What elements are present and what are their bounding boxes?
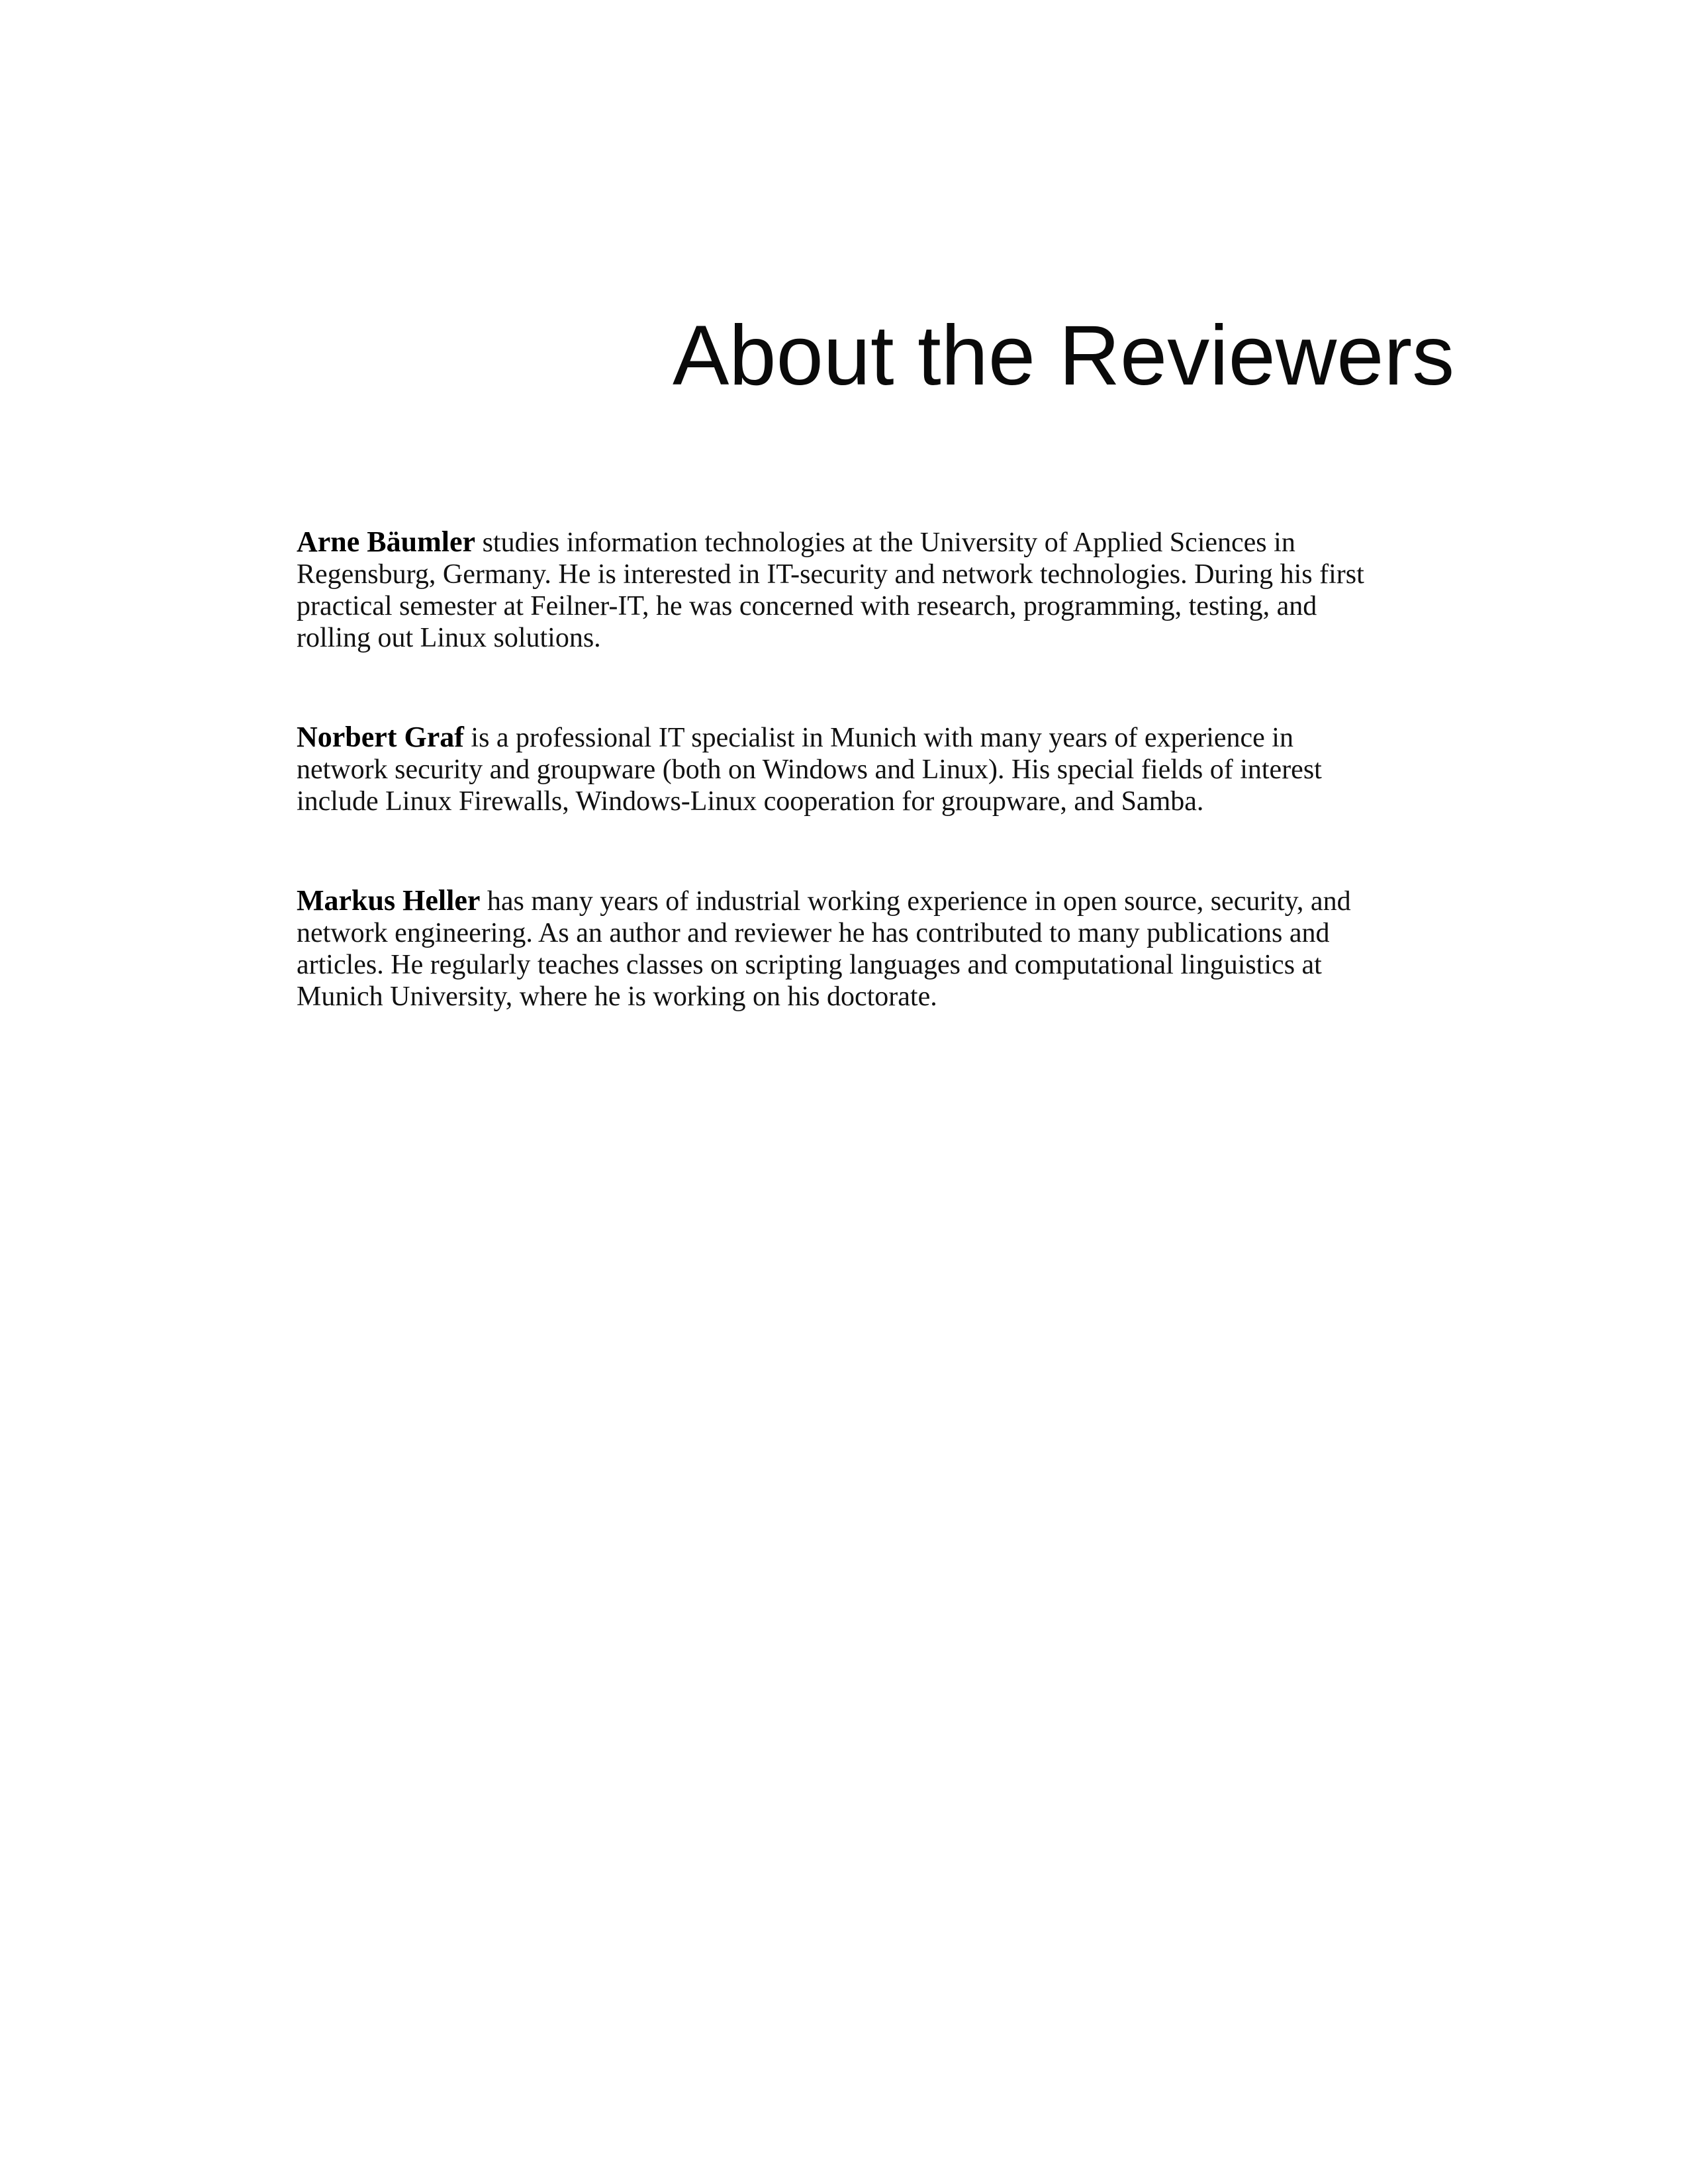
page-title: About the Reviewers bbox=[673, 308, 1455, 403]
reviewer-description: is a professional IT specialist in Munich with many years of experience in network security and groupware (both on Windows and Linux). His special fields of interest include Linux Firewalls, Windows-Linux cooperation for groupware, and Samba. bbox=[297, 723, 1322, 817]
reviewer-bio-arne-baumler bbox=[297, 526, 1369, 654]
reviewer-name: Markus Heller bbox=[297, 884, 481, 917]
reviewer-description: has many years of industrial working experience in open source, security, and network engineering. As an author and reviewer he has contributed to many publications and articles. He regularly teaches classes on scripting languages and computational linguistics at Munich University, where he is working on his doctorate. bbox=[297, 886, 1351, 1012]
reviewer-list bbox=[297, 526, 1369, 1080]
reviewer-name: Norbert Graf bbox=[297, 721, 464, 753]
reviewer-description: studies information technologies at the University of Applied Sciences in Regensburg, Germany. He is interested in IT-security and network technologies. During his first practical semester at Feilner-IT, he was concerned with research, programming, testing, and rolling out Linux solutions. bbox=[297, 527, 1364, 653]
reviewer-name: Arne Bäumler bbox=[297, 525, 476, 558]
reviewer-bio-norbert-graf bbox=[297, 721, 1369, 817]
reviewer-bio-markus-heller bbox=[297, 885, 1369, 1013]
